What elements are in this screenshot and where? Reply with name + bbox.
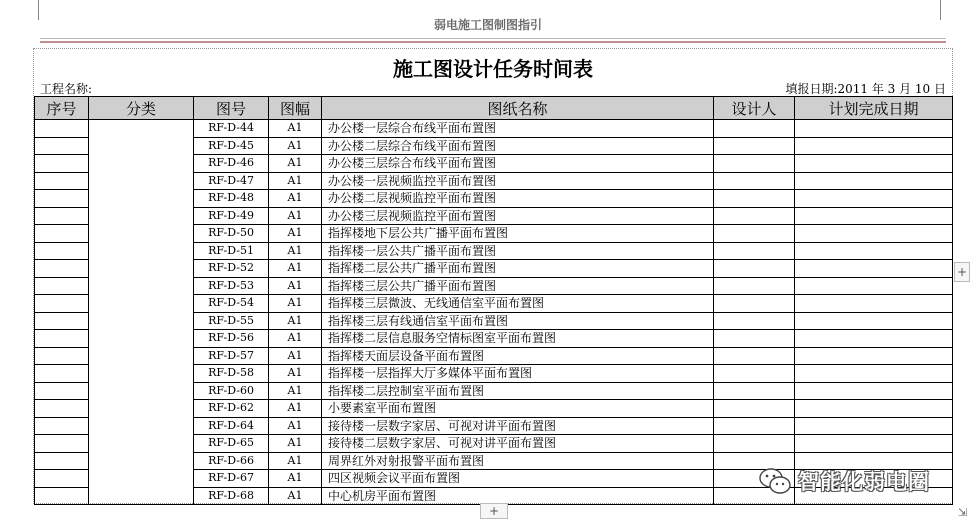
cell-sheet-size: A1 [269,137,322,155]
cell-planned-date [795,435,953,453]
cell-drawing-name: 指挥楼二层公共广播平面布置图 [322,260,714,278]
cell-index [35,435,89,453]
cell-drawing-number: RF-D-44 [194,120,269,138]
cell-drawing-name: 指挥楼二层信息服务空情标图室平面布置图 [322,330,714,348]
cell-sheet-size: A1 [269,225,322,243]
cell-drawing-name: 办公楼一层视频监控平面布置图 [322,172,714,190]
cell-index [35,277,89,295]
cell-drawing-number: RF-D-52 [194,260,269,278]
cell-drawing-name: 小要素室平面布置图 [322,400,714,418]
cell-planned-date [795,207,953,225]
cell-index [35,382,89,400]
resize-icon[interactable]: ⇲ [958,506,968,519]
cell-drawing-name: 指挥楼二层控制室平面布置图 [322,382,714,400]
cell-drawing-name: 指挥楼三层公共广播平面布置图 [322,277,714,295]
cell-drawing-number: RF-D-47 [194,172,269,190]
cell-planned-date [795,155,953,173]
cell-sheet-size: A1 [269,120,322,138]
cell-index [35,417,89,435]
cell-drawing-name: 办公楼二层视频监控平面布置图 [322,190,714,208]
cell-planned-date [795,260,953,278]
cell-sheet-size: A1 [269,190,322,208]
cell-sheet-size: A1 [269,470,322,488]
cell-planned-date [795,330,953,348]
cell-drawing-number: RF-D-46 [194,155,269,173]
cell-sheet-size: A1 [269,155,322,173]
cell-drawing-name: 指挥楼一层公共广播平面布置图 [322,242,714,260]
cell-drawing-name: 办公楼二层综合布线平面布置图 [322,137,714,155]
cell-sheet-size: A1 [269,260,322,278]
cell-planned-date [795,347,953,365]
cell-planned-date [795,277,953,295]
cell-drawing-number: RF-D-58 [194,365,269,383]
header-rule-accent [40,41,946,43]
table-title: 施工图设计任务时间表 [393,57,593,81]
cell-sheet-size: A1 [269,435,322,453]
cell-designer [714,435,795,453]
cell-index [35,330,89,348]
cell-drawing-number: RF-D-60 [194,382,269,400]
cell-drawing-number: RF-D-64 [194,417,269,435]
cell-drawing-number: RF-D-54 [194,295,269,313]
cell-index [35,312,89,330]
fill-date: 填报日期:2011 年 3 月 10 日 [785,82,946,96]
cell-sheet-size: A1 [269,487,322,505]
cell-sheet-size: A1 [269,312,322,330]
cell-sheet-size: A1 [269,172,322,190]
cell-planned-date [795,137,953,155]
cell-drawing-name: 接待楼二层数字家居、可视对讲平面布置图 [322,435,714,453]
cell-drawing-name: 接待楼一层数字家居、可视对讲平面布置图 [322,417,714,435]
table-row [35,120,953,138]
cell-category [89,120,194,505]
col-header-planned-date: 计划完成日期 [795,97,953,120]
col-header-drawing-name: 图纸名称 [322,97,714,120]
cell-designer [714,120,795,138]
cell-index [35,190,89,208]
cell-designer [714,365,795,383]
cell-drawing-name: 指挥楼地下层公共广播平面布置图 [322,225,714,243]
cell-drawing-number: RF-D-51 [194,242,269,260]
cell-drawing-name: 指挥楼天面层设备平面布置图 [322,347,714,365]
cell-drawing-number: RF-D-68 [194,487,269,505]
cell-drawing-number: RF-D-65 [194,435,269,453]
cell-drawing-number: RF-D-67 [194,470,269,488]
header-rule [40,38,946,39]
expand-bottom-plus-icon[interactable]: + [480,503,508,519]
cell-sheet-size: A1 [269,330,322,348]
cell-drawing-name: 办公楼一层综合布线平面布置图 [322,120,714,138]
cell-planned-date [795,312,953,330]
cell-sheet-size: A1 [269,382,322,400]
cell-index [35,295,89,313]
cell-drawing-name: 四区视频会议平面布置图 [322,470,714,488]
cell-planned-date [795,190,953,208]
cell-designer [714,137,795,155]
cell-index [35,452,89,470]
cell-index [35,347,89,365]
cell-designer [714,190,795,208]
expand-right-plus-icon[interactable]: + [954,262,970,282]
col-header-sheet-size: 图幅 [269,97,322,120]
cell-index [35,400,89,418]
col-header-category: 分类 [89,97,194,120]
cell-index [35,260,89,278]
cell-designer [714,155,795,173]
cell-drawing-name: 周界红外对射报警平面布置图 [322,452,714,470]
cell-designer [714,172,795,190]
cell-index [35,172,89,190]
cell-drawing-number: RF-D-57 [194,347,269,365]
cell-drawing-number: RF-D-45 [194,137,269,155]
cell-sheet-size: A1 [269,295,322,313]
cell-designer [714,277,795,295]
cell-drawing-number: RF-D-49 [194,207,269,225]
cell-drawing-name: 指挥楼一层指挥大厅多媒体平面布置图 [322,365,714,383]
cell-drawing-number: RF-D-62 [194,400,269,418]
cell-planned-date [795,242,953,260]
cell-designer [714,382,795,400]
cell-drawing-number: RF-D-56 [194,330,269,348]
cell-sheet-size: A1 [269,347,322,365]
cell-index [35,470,89,488]
cell-planned-date [795,400,953,418]
cell-sheet-size: A1 [269,400,322,418]
cell-planned-date [795,365,953,383]
cell-sheet-size: A1 [269,277,322,295]
cell-index [35,487,89,505]
cell-drawing-name: 办公楼三层综合布线平面布置图 [322,155,714,173]
cell-sheet-size: A1 [269,417,322,435]
cell-planned-date [795,120,953,138]
watermark-text: 智能化弱电圈 [798,470,930,494]
cell-sheet-size: A1 [269,365,322,383]
cell-drawing-name: 中心机房平面布置图 [322,487,714,505]
cell-drawing-number: RF-D-55 [194,312,269,330]
col-header-index: 序号 [35,97,89,120]
cell-drawing-number: RF-D-50 [194,225,269,243]
cell-planned-date [795,225,953,243]
cell-index [35,120,89,138]
cell-designer [714,295,795,313]
cell-designer [714,347,795,365]
cell-designer [714,400,795,418]
cell-sheet-size: A1 [269,242,322,260]
cell-designer [714,330,795,348]
cell-drawing-name: 指挥楼三层有线通信室平面布置图 [322,312,714,330]
cell-index [35,225,89,243]
watermark [758,466,930,496]
cell-drawing-number: RF-D-53 [194,277,269,295]
cell-sheet-size: A1 [269,207,322,225]
cell-designer [714,225,795,243]
cell-index [35,365,89,383]
cell-sheet-size: A1 [269,452,322,470]
cell-drawing-number: RF-D-48 [194,190,269,208]
cell-planned-date [795,295,953,313]
col-header-drawing-number: 图号 [194,97,269,120]
wechat-icon [758,466,792,496]
cell-index [35,155,89,173]
col-header-designer: 设计人 [714,97,795,120]
cell-index [35,137,89,155]
cell-drawing-name: 办公楼三层视频监控平面布置图 [322,207,714,225]
cell-planned-date [795,172,953,190]
cell-index [35,242,89,260]
cell-planned-date [795,382,953,400]
cell-designer [714,242,795,260]
cell-index [35,207,89,225]
cell-designer [714,207,795,225]
cell-drawing-name: 指挥楼三层微波、无线通信室平面布置图 [322,295,714,313]
cell-planned-date [795,417,953,435]
table-header-row [35,97,953,120]
schedule-table [34,96,953,505]
cell-designer [714,312,795,330]
cell-designer [714,260,795,278]
cell-designer [714,417,795,435]
project-name-label: 工程名称: [40,82,93,96]
cell-drawing-number: RF-D-66 [194,452,269,470]
page-header: 弱电施工图制图指引 [433,18,542,32]
